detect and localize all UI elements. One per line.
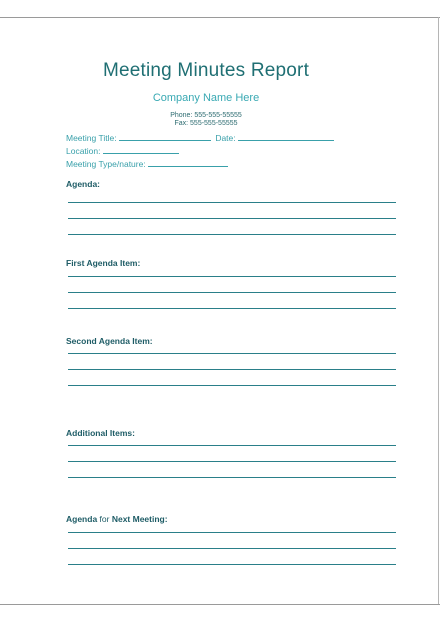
- next-meeting-agenda-word: Agenda: [66, 514, 98, 524]
- next-meeting-line[interactable]: [68, 532, 396, 533]
- location-row: [66, 145, 179, 156]
- fax-text: Fax: 555-555-55555: [174, 120, 238, 127]
- company-name: Company Name Here: [152, 92, 260, 104]
- second-agenda-item-line[interactable]: [68, 369, 396, 370]
- location-label: Location:: [66, 146, 101, 156]
- date-label: Date:: [215, 133, 236, 143]
- page-right-border: [438, 17, 439, 605]
- next-meeting-rest: Next Meeting:: [111, 514, 168, 524]
- agenda-heading: Agenda:: [66, 179, 100, 189]
- meeting-title-row: [66, 132, 334, 143]
- meeting-title-label: Meeting Title:: [66, 133, 117, 143]
- second-agenda-item-line[interactable]: [68, 353, 396, 354]
- contact-block: [0, 112, 412, 128]
- meeting-title-blank[interactable]: [119, 132, 211, 141]
- second-agenda-item-line[interactable]: [68, 385, 396, 386]
- next-meeting-line[interactable]: [68, 548, 396, 549]
- page-top-border: [0, 17, 440, 18]
- next-meeting-line[interactable]: [68, 564, 396, 565]
- date-blank[interactable]: [238, 132, 334, 141]
- next-meeting-for-word: for: [99, 514, 110, 524]
- meeting-type-blank[interactable]: [148, 158, 228, 167]
- meeting-type-row: [66, 158, 228, 169]
- first-agenda-item-heading: First Agenda Item:: [66, 258, 141, 268]
- first-agenda-item-line[interactable]: [68, 276, 396, 277]
- second-agenda-item-heading: Second Agenda Item:: [66, 336, 153, 346]
- additional-items-heading: Additional Items:: [66, 428, 135, 438]
- agenda-line[interactable]: [68, 202, 396, 203]
- location-blank[interactable]: [103, 145, 179, 154]
- agenda-line[interactable]: [68, 218, 396, 219]
- meeting-type-label: Meeting Type/nature:: [66, 159, 146, 169]
- agenda-line[interactable]: [68, 234, 396, 235]
- phone-text: Phone: 555-555-55555: [170, 112, 242, 119]
- additional-items-line[interactable]: [68, 461, 396, 462]
- additional-items-line[interactable]: [68, 445, 396, 446]
- first-agenda-item-line[interactable]: [68, 292, 396, 293]
- additional-items-line[interactable]: [68, 477, 396, 478]
- next-meeting-agenda-heading: [66, 514, 168, 524]
- first-agenda-item-line[interactable]: [68, 308, 396, 309]
- page-bottom-border: [0, 604, 440, 605]
- report-title: Meeting Minutes Report: [102, 60, 310, 81]
